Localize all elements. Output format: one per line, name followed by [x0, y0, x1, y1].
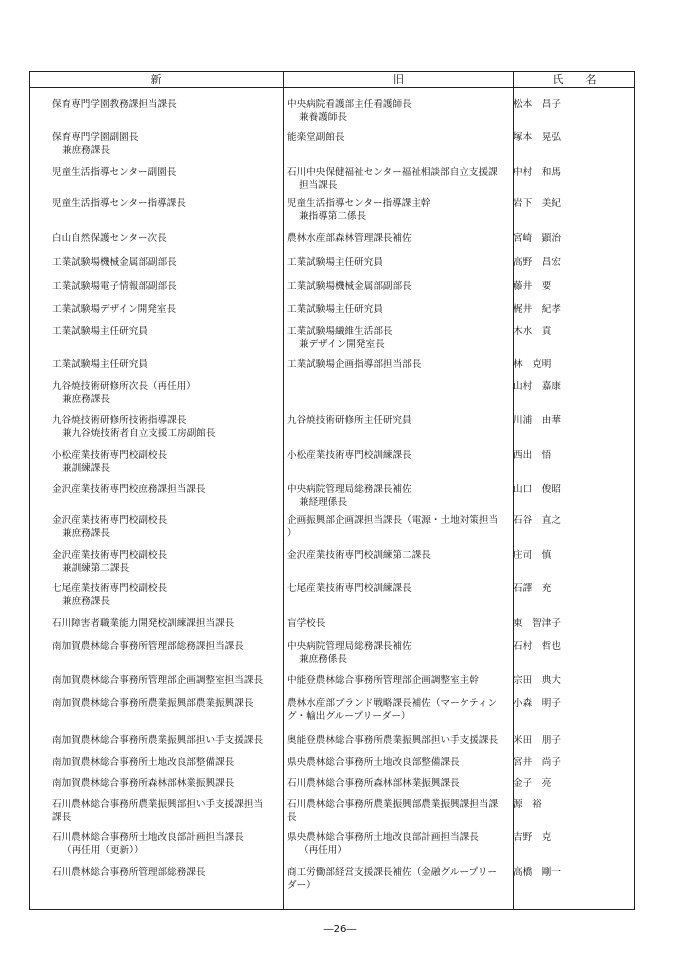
new-position-line: 工業試験場電子情報部副部長 [52, 281, 177, 292]
new-position-line: 兼訓練第二課長 [62, 563, 130, 574]
new-position-line: 石川障害者職業能力開発校訓練課担当課長 [52, 618, 235, 629]
old-position [287, 483, 537, 509]
old-position-line: 能楽堂副館長 [287, 132, 345, 143]
new-position [52, 582, 307, 608]
new-position-line: 小松産業技術専門校副校長 [52, 450, 168, 461]
old-position-line: 石川農林総合事務所農業振興部農業振興課担当課 [287, 799, 499, 810]
person-name: 宮井 尚子 [513, 757, 561, 768]
new-position [52, 380, 307, 406]
new-position [52, 256, 307, 269]
person-name: 山口 俊昭 [513, 484, 561, 495]
old-position-line: 小松産業技術専門校訓練課長 [287, 450, 412, 461]
old-position [287, 734, 537, 747]
old-position-line: 担当課長 [299, 180, 338, 191]
old-position-line: 農林水産部ブランド戦略課長補佐（マーケティン [287, 698, 498, 709]
new-position [52, 98, 307, 111]
header-name: 氏 名 [552, 73, 597, 86]
old-position [287, 582, 537, 595]
old-position-line: 盲学校長 [287, 618, 326, 629]
new-position-line: 保育専門学園副園長 [52, 132, 139, 143]
new-position [52, 414, 307, 440]
new-position-line: 南加賀農林総合事務所農業振興部農業振興課長 [52, 698, 254, 709]
old-position [287, 674, 537, 687]
old-position [287, 303, 537, 316]
new-position [52, 514, 307, 540]
old-position [287, 325, 537, 351]
person-name: 山村 嘉康 [513, 381, 561, 392]
old-position [287, 166, 537, 192]
person-name: 梶井 紀孝 [513, 304, 561, 315]
old-position-line: グ・輸出グループリーダー） [287, 711, 411, 722]
person-name: 松本 昌子 [513, 99, 561, 110]
old-position [287, 197, 537, 223]
new-position [52, 131, 307, 157]
person-name: 石村 哲也 [513, 641, 561, 652]
new-position-line: 児童生活指導センター副園長 [52, 167, 177, 178]
person-name: 西出 悟 [513, 450, 552, 461]
new-position-line: 白山自然保護センター次長 [52, 233, 167, 244]
new-position-line: 兼庶務課長 [62, 596, 110, 607]
new-position [52, 449, 307, 475]
new-position-line: 七尾産業技術専門校副校長 [52, 583, 168, 594]
old-position-line: ） [287, 528, 297, 539]
new-position-line: 九谷焼技術研修所技術指導課長 [52, 415, 187, 426]
old-position [287, 866, 537, 892]
old-position-line: 工業試験場主任研究員 [287, 257, 383, 268]
old-position-line: 兼庶務係長 [299, 654, 347, 665]
new-position [52, 798, 307, 824]
new-position-line: 南加賀農林総合事務所農業振興部担い手支援課長 [52, 735, 264, 746]
old-position [287, 514, 537, 540]
old-position-line: 長 [287, 812, 297, 823]
old-position-line: 工業試験場主任研究員 [287, 304, 383, 315]
old-position-line: 七尾産業技術専門校訓練課長 [287, 583, 412, 594]
person-name: 藤井 要 [513, 281, 552, 292]
old-position [287, 98, 537, 124]
new-position-line: 金沢産業技術専門校副校長 [52, 515, 168, 526]
old-position [287, 777, 537, 790]
new-position-line: 九谷焼技術研修所次長（再任用） [52, 381, 196, 392]
new-position [52, 549, 307, 575]
person-name: 塚本 晃弘 [513, 132, 561, 143]
new-position [52, 232, 307, 245]
old-position-line: 兼養護師長 [299, 112, 347, 123]
old-position [287, 232, 537, 245]
person-name: 吉野 克 [513, 832, 552, 843]
old-position-line: 県央農林総合事務所土地改良部整備課長 [287, 757, 460, 768]
new-position [52, 325, 307, 338]
old-position [287, 256, 537, 269]
old-position-line: 農林水産部森林管理課長補佐 [287, 233, 412, 244]
old-position-line: 工業試験場企画指導部担当部長 [287, 359, 422, 370]
old-position-line: 兼デザイン開発室長 [299, 339, 385, 350]
old-position-line: 奥能登農林総合事務所農業振興部担い手支援課長 [287, 735, 499, 746]
new-position [52, 866, 307, 879]
new-position [52, 197, 307, 210]
new-position-line: （再任用（更新）） [62, 845, 144, 856]
person-name: 林 克明 [513, 359, 552, 370]
new-position-line: 金沢産業技術専門校庶務課担当課長 [52, 484, 206, 495]
old-position [287, 640, 537, 666]
old-position [287, 617, 537, 630]
new-position [52, 166, 307, 179]
new-position-line: 保育専門学園教務課担当課長 [52, 99, 177, 110]
old-position [287, 280, 537, 293]
old-position [287, 358, 537, 371]
person-name: 米田 朋子 [513, 735, 561, 746]
person-name: 石谷 直之 [513, 515, 561, 526]
old-position-line: 兼経理係長 [299, 497, 347, 508]
old-position-line: 児童生活指導センター指導課主幹 [287, 198, 431, 209]
new-position-line: 石川農林総合事務所土地改良部計画担当課長 [52, 832, 244, 843]
new-position-line: 南加賀農林総合事務所管理部総務課担当課長 [52, 641, 244, 652]
new-position-line: 南加賀農林総合事務所森林部林業振興課長 [52, 778, 235, 789]
new-position [52, 617, 307, 630]
new-position [52, 697, 307, 710]
new-position [52, 756, 307, 769]
new-position-line: 兼庶務課長 [62, 528, 110, 539]
person-name: 東 智津子 [513, 618, 561, 629]
header-new: 新 [150, 73, 162, 86]
old-position [287, 697, 537, 723]
person-name: 高野 昌宏 [513, 257, 561, 268]
old-position-line: 商工労働部経営支援課長補佐（金融グループリー [287, 867, 497, 878]
old-position [287, 831, 537, 857]
old-position-line: 中央病院管理局総務課長補佐 [287, 484, 412, 495]
person-name: 中村 和馬 [513, 167, 561, 178]
new-position-line: 金沢産業技術専門校副校長 [52, 550, 168, 561]
header-old: 旧 [393, 73, 404, 86]
new-position [52, 674, 307, 687]
old-position-line: 石川農林総合事務所森林部林業振興課長 [287, 778, 460, 789]
new-position-line: 南加賀農林総合事務所管理部企画調整室担当課長 [52, 675, 264, 686]
old-position-line: 中央病院管理局総務課長補佐 [287, 641, 412, 652]
page-number: ―26― [323, 924, 357, 935]
new-position-line: 石川農林総合事務所管理部総務課長 [52, 867, 206, 878]
person-name: 宮崎 顕治 [513, 233, 561, 244]
old-position-line: 中能登農林総合事務所管理部企画調整室主幹 [287, 675, 479, 686]
new-position [52, 303, 307, 316]
old-position [287, 414, 537, 427]
old-position-line: 企画振興部企画課担当課長（電源・土地対策担当 [287, 515, 499, 526]
old-position-line: 兼指導第二係長 [299, 211, 367, 222]
old-position-line: 中央病院看護部主任看護師長 [287, 99, 412, 110]
person-name: 金子 亮 [513, 778, 552, 789]
person-name: 川浦 由華 [513, 415, 561, 426]
old-position-line: 九谷焼技術研修所主任研究員 [287, 415, 412, 426]
old-position-line: 工業試験場機械金属部副部長 [287, 281, 412, 292]
new-position-line: 工業試験場主任研究員 [52, 359, 148, 370]
old-position [287, 798, 537, 824]
new-position-line: 兼庶務課長 [62, 394, 110, 405]
new-position-line: 工業試験場主任研究員 [52, 326, 148, 337]
new-position [52, 640, 307, 653]
old-position-line: （再任用） [299, 845, 347, 856]
person-name: 源 裕 [513, 799, 542, 810]
old-position [287, 449, 537, 462]
new-position-line: 工業試験場デザイン開発室長 [52, 304, 177, 315]
new-position [52, 358, 307, 371]
new-position [52, 734, 307, 747]
new-position-line: 兼庶務課長 [62, 145, 110, 156]
new-position-line: 兼九谷焼技術者自立支援工房副館長 [62, 428, 216, 439]
new-position-line: 工業試験場機械金属部副部長 [52, 257, 177, 268]
person-name: 高橋 剛一 [513, 867, 561, 878]
old-position-line: 金沢産業技術専門校訓練第二課長 [287, 550, 431, 561]
person-name: 宗田 典大 [513, 675, 561, 686]
person-name: 石譯 充 [513, 583, 552, 594]
old-position-line: 工業試験場繊維生活部長 [287, 326, 393, 337]
new-position-line: 課長 [52, 812, 72, 823]
person-name: 小森 明子 [513, 698, 561, 709]
person-name: 庄司 慎 [513, 550, 552, 561]
person-name: 岩下 美紀 [513, 198, 561, 209]
person-name: 木水 貢 [513, 326, 552, 337]
new-position-line: 兼訓練課長 [62, 463, 110, 474]
old-position [287, 131, 537, 144]
new-position [52, 280, 307, 293]
old-position-line: 県央農林総合事務所土地改良部計画担当課長 [287, 832, 479, 843]
new-position-line: 南加賀農林総合事務所土地改良部整備課長 [52, 757, 235, 768]
new-position-line: 児童生活指導センター指導課長 [52, 198, 186, 209]
old-position-line: 石川中央保健福祉センター福祉相談部自立支援課 [287, 167, 498, 178]
old-position [287, 756, 537, 769]
old-position [287, 549, 537, 562]
new-position [52, 483, 307, 496]
new-position-line: 石川農林総合事務所農業振興部担い手支援課担当 [52, 799, 264, 810]
new-position [52, 777, 307, 790]
new-position [52, 831, 307, 857]
old-position-line: ダー） [287, 880, 316, 891]
